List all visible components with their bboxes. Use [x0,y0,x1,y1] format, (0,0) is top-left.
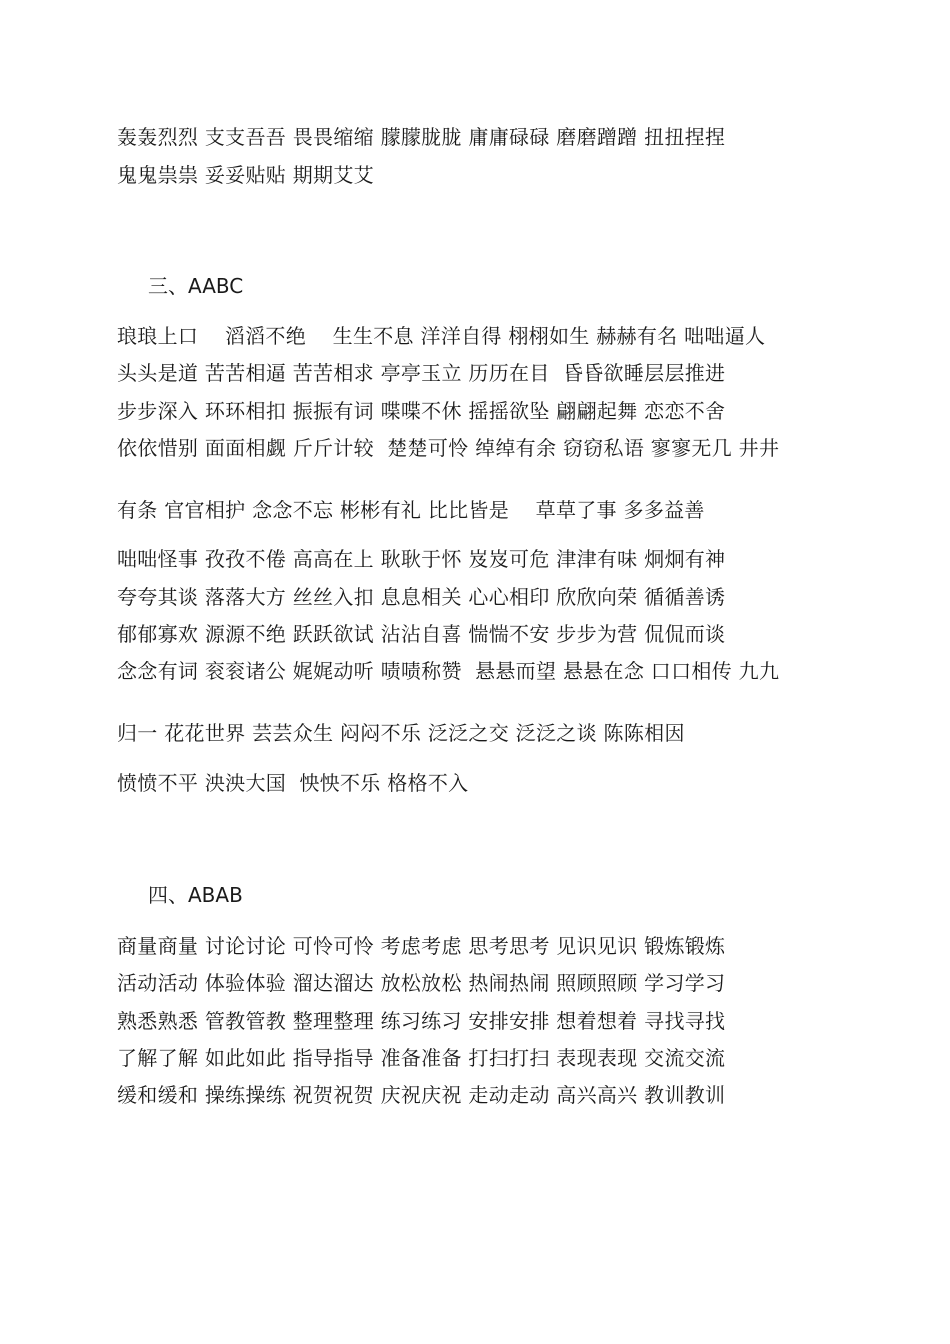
text-line: 轰轰烈烈 支支吾吾 畏畏缩缩 朦朦胧胧 庸庸碌碌 磨磨蹭蹭 扭扭捏捏 [117,125,726,149]
text-line: 缓和缓和 操练操练 祝贺祝贺 庆祝庆祝 走动走动 高兴高兴 教训教训 [117,1083,726,1107]
text-line: 熟悉熟悉 管教管教 整理整理 练习练习 安排安排 想着想着 寻找寻找 [117,1009,726,1033]
text-line: 愤愤不平 泱泱大国 怏怏不乐 格格不入 [117,771,469,795]
text-line: 鬼鬼祟祟 妥妥贴贴 期期艾艾 [117,163,374,187]
text-line: 活动活动 体验体验 溜达溜达 放松放松 热闹热闹 照顾照顾 学习学习 [117,971,726,995]
text-line: 郁郁寡欢 源源不绝 跃跃欲试 沾沾自喜 惴惴不安 步步为营 侃侃而谈 [117,622,726,646]
text-line: 了解了解 如此如此 指导指导 准备准备 打扫打扫 表现表现 交流交流 [117,1046,726,1070]
text-line: 夸夸其谈 落落大方 丝丝入扣 息息相关 心心相印 欣欣向荣 循循善诱 [117,585,726,609]
text-line: 头头是道 苦苦相逼 苦苦相求 亭亭玉立 历历在目 昏昏欲睡层层推进 [117,361,726,385]
text-line: 步步深入 环环相扣 振振有词 喋喋不休 摇摇欲坠 翩翩起舞 恋恋不舍 [117,399,726,423]
text-line: 咄咄怪事 孜孜不倦 高高在上 耿耿于怀 岌岌可危 津津有味 炯炯有神 [117,547,726,571]
text-line: 有条 官官相护 念念不忘 彬彬有礼 比比皆是 草草了事 多多益善 [117,498,705,522]
text-line: 归一 花花世界 芸芸众生 闷闷不乐 泛泛之交 泛泛之谈 陈陈相因 [117,721,685,745]
section-heading-abab: 四、ABAB [148,883,243,907]
text-line: 念念有词 衮衮诸公 娓娓动听 啧啧称赞 悬悬而望 悬悬在念 口口相传 九九 [117,659,780,683]
text-line: 琅琅上口 滔滔不绝 生生不息 洋洋自得 栩栩如生 赫赫有名 咄咄逼人 [117,324,766,348]
text-line: 商量商量 讨论讨论 可怜可怜 考虑考虑 思考思考 见识见识 锻炼锻炼 [117,934,726,958]
section-heading-aabc: 三、AABC [148,274,244,298]
text-line: 依依惜别 面面相觑 斤斤计较 楚楚可怜 绰绰有余 窃窃私语 寥寥无几 井井 [117,436,780,460]
